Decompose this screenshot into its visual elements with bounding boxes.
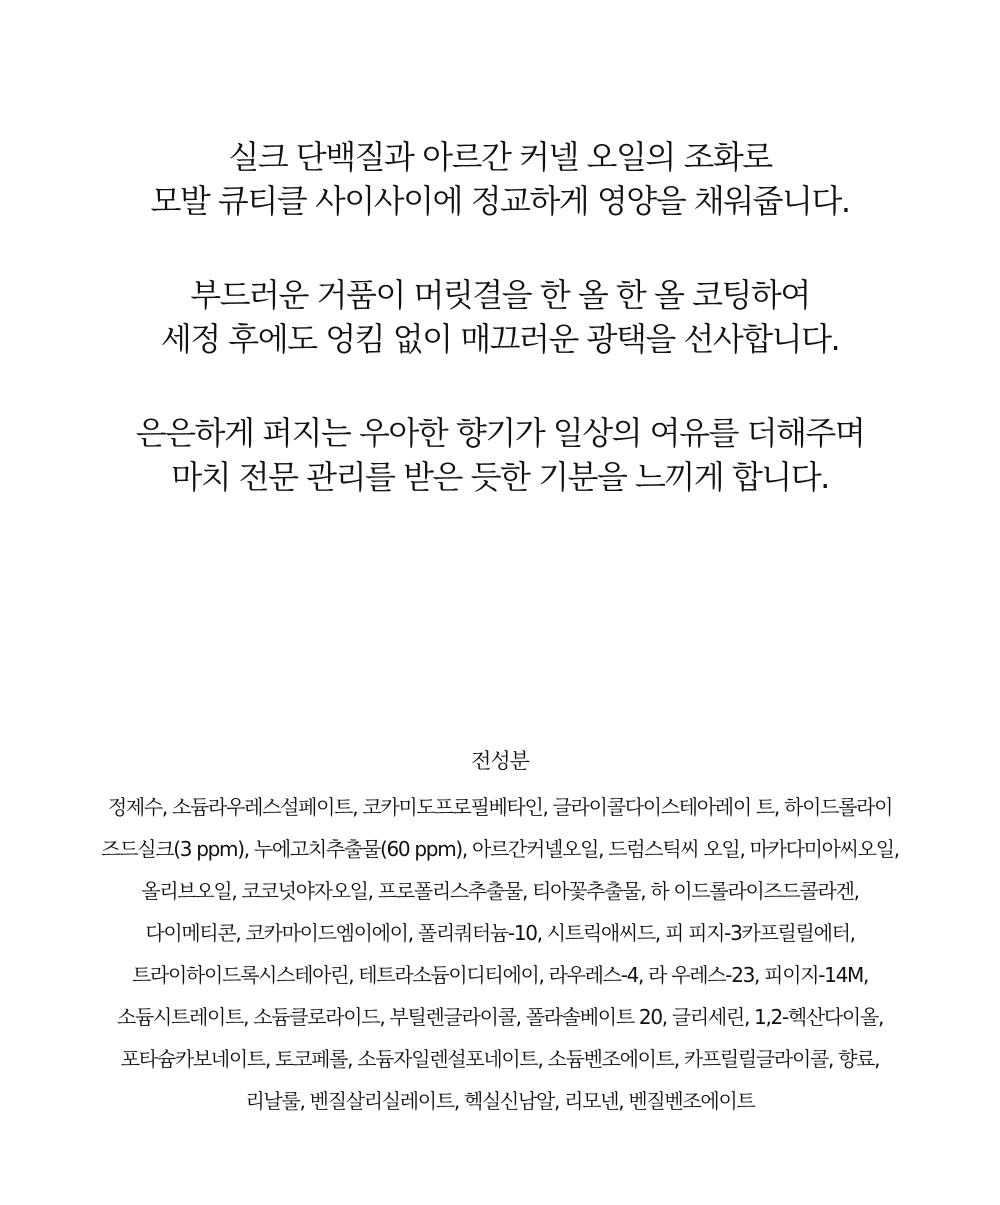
ingredients-line: 올리브오일, 코코넛야자오일, 프로폴리스추출물, 티아꽃추출물, 하 이드롤라이즈드콜라겐, (141, 879, 859, 903)
ingredients-line: 리날룰, 벤질살리실레이트, 헥실신남알, 리모넨, 벤질벤조에이트 (245, 1089, 755, 1113)
description-line: 모발 큐티클 사이사이에 정교하게 영양을 채워줍니다. (150, 182, 850, 220)
ingredients-line: 다이메티콘, 코카마이드엠이에이, 폴리쿼터늄-10, 시트릭애씨드, 피 피지-3카프릴릴에터, (145, 921, 855, 945)
ingredients-line: 즈드실크(3 ppm), 누에고치추출물(60 ppm), 아르간커넬오일, 드럼스틱씨 오일, 마카다미아씨오일, (101, 837, 899, 861)
ingredients-section (0, 745, 1000, 1122)
description-paragraph (0, 411, 1000, 499)
description-line: 부드러운 거품이 머릿결을 한 올 한 올 코팅하여 (190, 276, 810, 314)
description-line: 은은하게 퍼지는 우아한 향기가 일상의 여유를 더해주며 (135, 414, 865, 452)
ingredients-line: 정제수, 소듐라우레스설페이트, 코카미도프로필베타인, 글라이콜다이스테아레이 트, 하이드롤라이 (107, 795, 893, 819)
description-line: 세정 후에도 엉킴 없이 매끄러운 광택을 선사합니다. (160, 320, 840, 358)
ingredients-line: 트라이하이드록시스테아린, 테트라소듐이디티에이, 라우레스-4, 라 우레스-23, 피이지-14M, (131, 963, 869, 987)
description-paragraph (0, 273, 1000, 361)
ingredients-title: 전성분 (471, 749, 529, 773)
ingredients-line: 소듐시트레이트, 소듐클로라이드, 부틸렌글라이콜, 폴라솔베이트 20, 글리세린, 1,2-헥산다이올, (116, 1005, 884, 1029)
description-paragraph (0, 135, 1000, 223)
product-description (0, 135, 1000, 549)
description-line: 마치 전문 관리를 받은 듯한 기분을 느끼게 합니다. (171, 458, 829, 496)
ingredients-line: 포타슘카보네이트, 토코페롤, 소듐자일렌설포네이트, 소듐벤조에이트, 카프릴릴글라이콜, 향료, (120, 1047, 880, 1071)
description-line: 실크 단백질과 아르간 커넬 오일의 조화로 (228, 138, 772, 176)
